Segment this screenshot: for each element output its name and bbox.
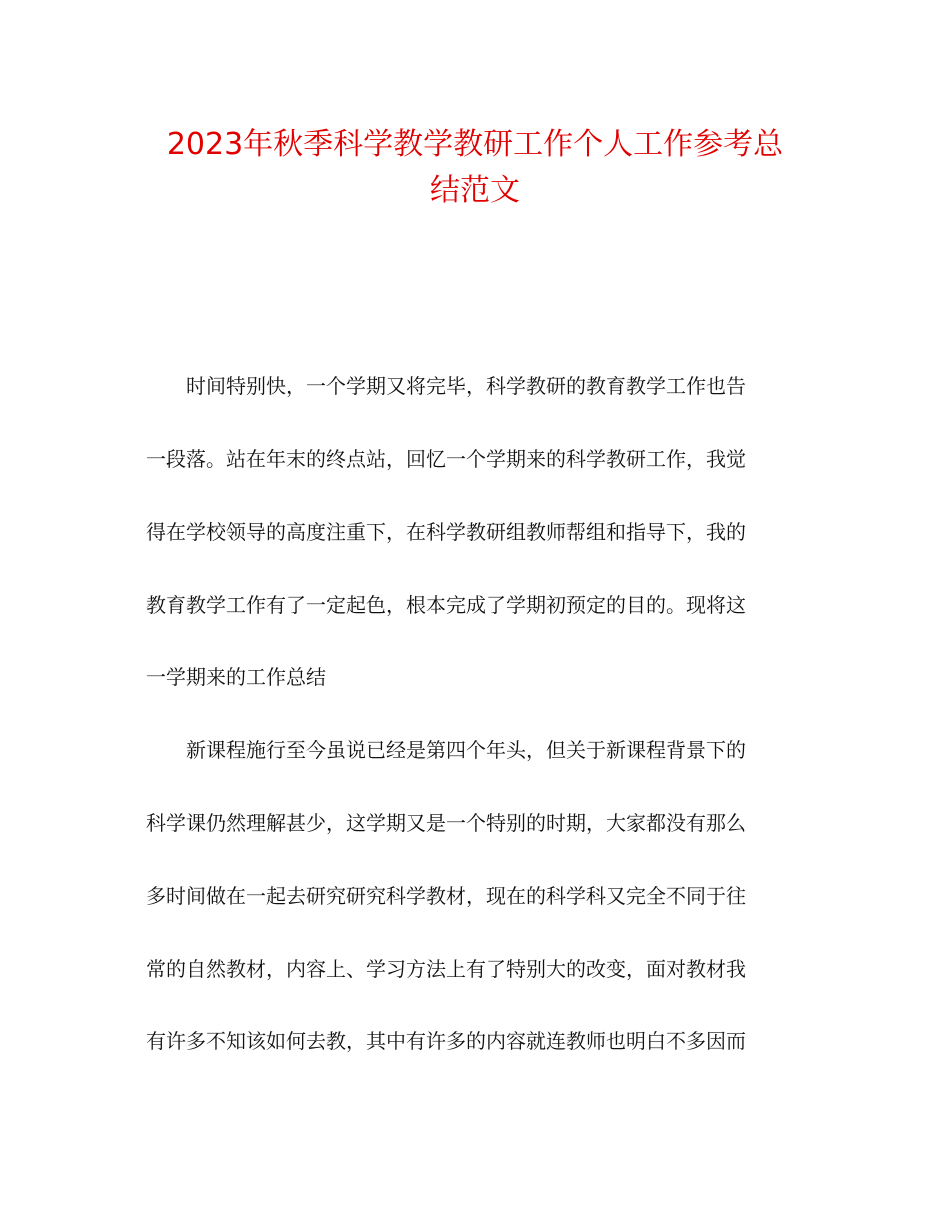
paragraph-1-line-1: 时间特别快，一个学期又将完毕，科学教研的教育教学工作也告	[186, 374, 746, 398]
paragraph-2-line-1: 新课程施行至今虽说已经是第四个年头，但关于新课程背景下的	[186, 738, 746, 762]
document-title-line-1: 2023年秋季科学教学教研工作个人工作参考总	[166, 127, 784, 162]
paragraph-1-line-5: 一学期来的工作总结	[146, 665, 326, 689]
paragraph-1-line-4: 教育教学工作有了一定起色，根本完成了学期初预定的目的。现将这	[146, 593, 746, 617]
document-title-line-2: 结范文	[430, 173, 520, 208]
paragraph-2-line-2: 科学课仍然理解甚少，这学期又是一个特别的时期，大家都没有那么	[146, 811, 746, 835]
paragraph-1-line-3: 得在学校领导的高度注重下，在科学教研组教师帮组和指导下，我的	[146, 520, 746, 544]
paragraph-2-line-4: 常的自然教材，内容上、学习方法上有了特别大的改变，面对教材我	[146, 957, 746, 981]
paragraph-2-line-5: 有许多不知该如何去教，其中有许多的内容就连教师也明白不多因而	[146, 1029, 746, 1053]
paragraph-2-line-3: 多时间做在一起去研究研究科学教材，现在的科学科又完全不同于往	[146, 884, 746, 908]
paragraph-1-line-2: 一段落。站在年末的终点站，回忆一个学期来的科学教研工作，我觉	[146, 447, 746, 471]
